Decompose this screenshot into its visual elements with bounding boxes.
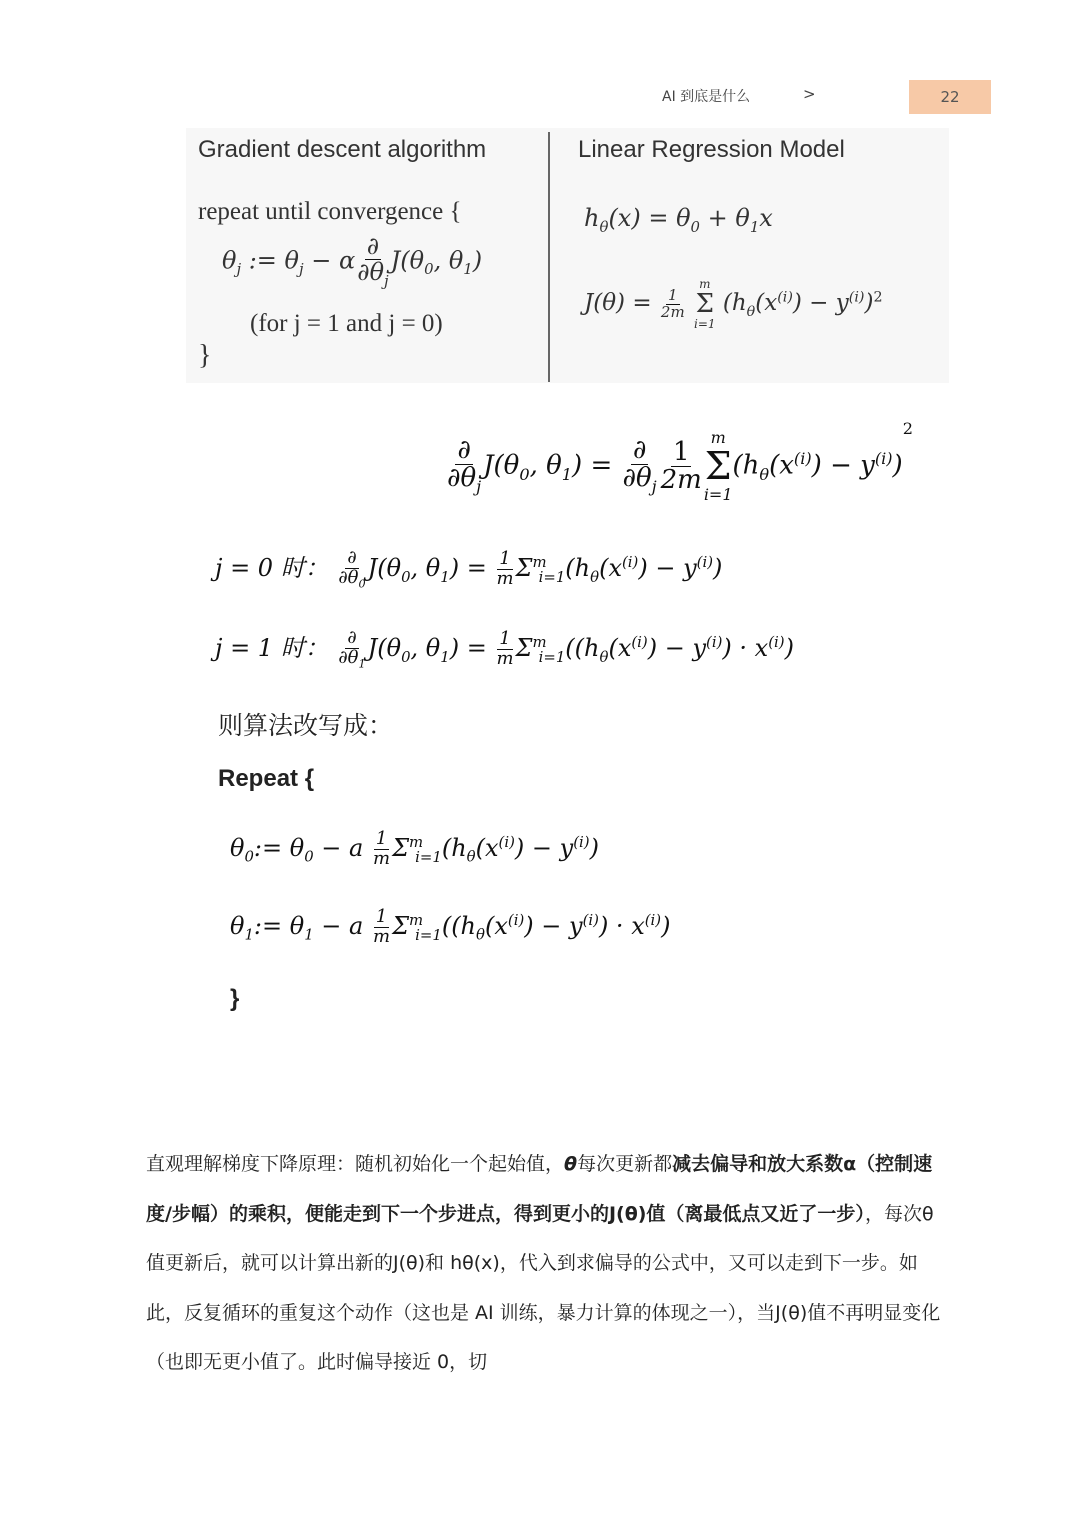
update0-equation: $\theta_0:= \theta_0 - a$ $\frac{1}{m}$ $\Sigma^m_{i=1}(h_\theta(x^{(i)}) - y^{(i)})$ [230, 828, 599, 869]
para-theta: θ [564, 1153, 578, 1175]
page-number: 22 [940, 88, 960, 106]
page-number-badge [909, 80, 991, 114]
rewrite-text: 则算法改写成： [218, 711, 394, 740]
derivative-equation: $\frac{\partial}{\partial\theta_j}$ $J(\theta_0$, $\theta_1$) = $\frac{\partial}{\partial\theta_j}$ $\frac{1}{2m}$ m Σ i=1 $(h_\theta(x^{(i)}) - y^{(i)})^2$ [447, 419, 913, 504]
figure-divider [548, 132, 550, 382]
figure-right-title: Linear Regression Model [578, 136, 845, 163]
page-header [0, 80, 1080, 114]
update1-equation: $\theta_1:= \theta_1 - a$ $\frac{1}{m}$ $\Sigma^m_{i=1}((h_\theta(x^{(i)}) - y^{(i)}) \cdot x^{(i)})$ [230, 906, 671, 947]
cost-formula: J(θ) = $\frac{1}{2m}$ m Σ i=1 $(h_\theta(x^{(i)}) - y^{(i)})^2$ [584, 277, 883, 331]
para-part-2: 每次更新都 [577, 1153, 673, 1175]
figure-close-brace: } [198, 340, 212, 371]
update-rule: $\theta_j$ := $\theta_j - \alpha$ $\frac{\partial}{\partial\theta_j}$ $J(\theta_0$, $\theta_1$) [222, 232, 483, 290]
j1-label: j = 1 时： [215, 634, 329, 662]
formula-figure [186, 128, 949, 383]
repeat-label: Repeat { [218, 765, 315, 792]
repeat-close-brace: } [230, 985, 240, 1012]
para-part-1: 直观理解梯度下降原理：随机初始化一个起始值， [146, 1153, 565, 1175]
j0-label: j = 0 时： [215, 554, 329, 582]
j1-equation: j = 1 时： $\frac{\partial}{\partial\theta_1}$ $J(\theta_0$, $\theta_1$) = $\frac{1}{m}$ $\Sigma^m_{i=1}((h_\theta(x^{(i)}) - y^{(i)}) \cdot x^{(i)})$ [215, 626, 794, 671]
for-line: (for j = 1 and j = 0) [250, 310, 443, 337]
explanation-paragraph [146, 1140, 946, 1388]
para-part-3: ，每次θ值更新后，就可以计算出新的J(θ)和 hθ(x)，代入到求偏导的公式中，又可以走到下一步。如此，反复循环的重复这个动作（这也是 AI 训练，暴力计算的体现之一），当J(θ)值不再明显变化（也即无更小值了。此时偏导接近 0，切 [146, 1202, 941, 1373]
para-bold: 减去偏导和放大系数α（控制速度/步幅）的乘积，便能走到下一个步进点，得到更小的J(θ)值（离最低点又近了一步） [146, 1153, 933, 1225]
figure-left-title: Gradient descent algorithm [198, 136, 487, 163]
repeat-line: repeat until convergence { [198, 198, 462, 225]
header-title: AI 到底是什么 [662, 89, 751, 105]
j0-equation: j = 0 时： $\frac{\partial}{\partial\theta_0}$ $J(\theta_0$, $\theta_1$) = $\frac{1}{m}$ $\Sigma^m_{i=1}(h_\theta(x^{(i)}) - y^{(i)})$ [215, 546, 723, 591]
header-arrow-icon: > [803, 85, 816, 103]
hypothesis-formula: $h_\theta(x) = \theta_0 + \theta_1x$ [584, 204, 773, 236]
